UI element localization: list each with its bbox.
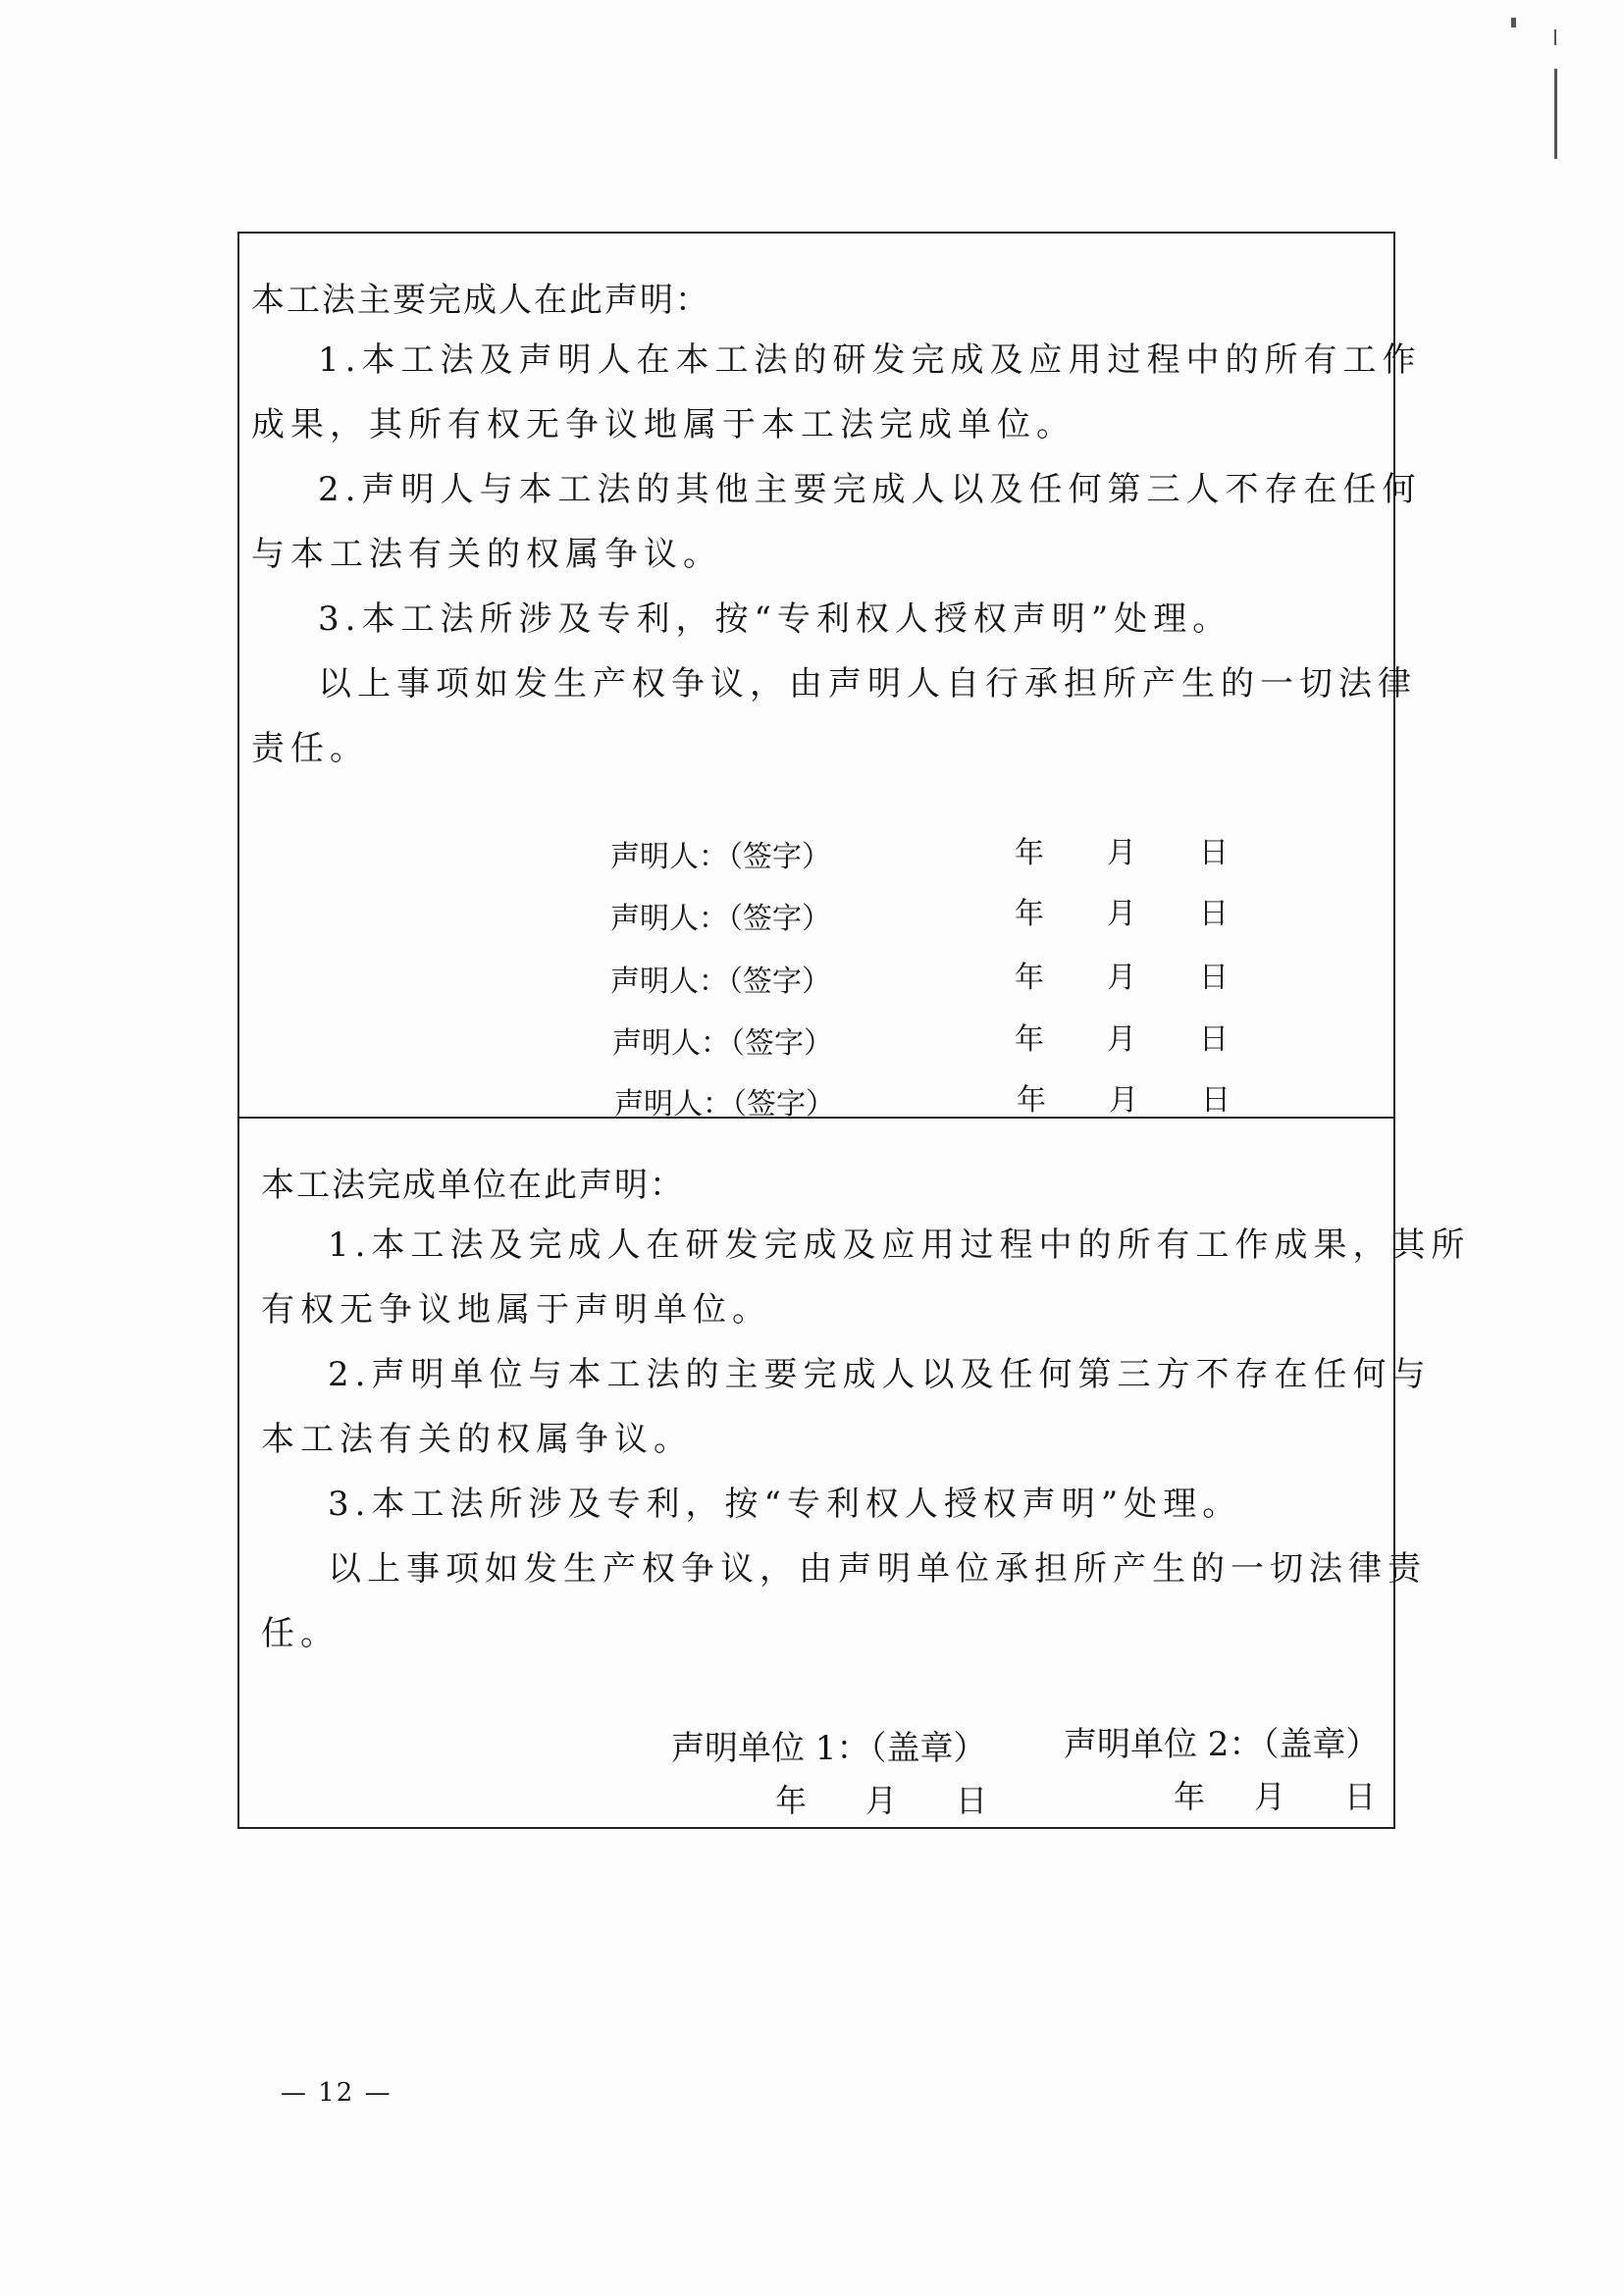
clause-line: 成果，其所有权无争议地属于本工法完成单位。: [251, 405, 1075, 444]
unit-declaration-section: [239, 1119, 1471, 1827]
signature-label[interactable]: 声明人：（签字）: [610, 840, 831, 874]
clause-line: 本工法有关的权属争议。: [261, 1420, 693, 1459]
stamp-date-unit-2: [1174, 1772, 1376, 1817]
clause-line: 以上事项如发生产权争议，由声明单位承担所产生的一切法律责: [328, 1549, 1427, 1589]
signature-label[interactable]: 声明人：（签字）: [612, 1026, 833, 1061]
date-day: 日: [1199, 836, 1229, 870]
date-day: 日: [1344, 1778, 1377, 1815]
date-month: 月: [1109, 1083, 1138, 1118]
clause-line: 2.声明单位与本工法的主要完成人以及任何第三方不存在任何与: [328, 1355, 1432, 1394]
date-year: 年: [1015, 836, 1044, 870]
date-month: 月: [1107, 897, 1136, 931]
scan-mark: [1554, 29, 1556, 45]
date-year: 年: [1015, 897, 1044, 931]
signature-date: [1015, 953, 1229, 996]
stamp-label-unit-1[interactable]: 声明单位 1：（盖章）: [671, 1729, 987, 1768]
clause-2: [251, 457, 1421, 587]
clause-line: 3.本工法所涉及专利，按“专利权人授权声明”处理。: [318, 600, 1232, 639]
section-heading: 本工法主要完成人在此声明：: [251, 281, 710, 320]
signature-date: [1015, 889, 1229, 932]
clause-line: 与本工法有关的权属争议。: [251, 535, 722, 574]
clause-2: [261, 1342, 1431, 1472]
declaration-form: [237, 232, 1471, 1829]
clause-line: 任。: [261, 1614, 340, 1653]
scan-mark: [1511, 18, 1516, 27]
page-number: — 12 —: [281, 2078, 393, 2108]
clause-1: [251, 328, 1421, 457]
date-month: 月: [1107, 1022, 1136, 1057]
signature-label[interactable]: 声明人：（签字）: [610, 965, 831, 999]
clause-3: [251, 587, 1231, 652]
date-month: 月: [1107, 961, 1136, 995]
clause-line: 3.本工法所涉及专利，按“专利权人授权声明”处理。: [328, 1485, 1242, 1524]
clause-liability: [251, 652, 1417, 781]
date-month: 月: [1107, 836, 1136, 870]
clause-line: 1.本工法及声明人在本工法的研发完成及应用过程中的所有工作: [318, 340, 1422, 380]
clause-1: [261, 1213, 1470, 1342]
completer-declaration-section: [239, 234, 1422, 1122]
date-month: 月: [1254, 1778, 1286, 1815]
date-year: 年: [1017, 1083, 1046, 1118]
date-year: 年: [1174, 1778, 1206, 1815]
date-day: 日: [1199, 1022, 1229, 1057]
date-year: 年: [1015, 961, 1044, 995]
clause-3: [261, 1472, 1241, 1537]
clause-line: 有权无争议地属于声明单位。: [261, 1290, 771, 1330]
date-day: 日: [1199, 897, 1229, 931]
signature-date: [1015, 1015, 1229, 1058]
signature-date: [1017, 1075, 1230, 1119]
signature-label[interactable]: 声明人：（签字）: [614, 1087, 835, 1122]
signature-date: [1015, 828, 1229, 871]
date-day: 日: [1199, 961, 1229, 995]
clause-liability: [261, 1537, 1427, 1666]
clause-line: 2.声明人与本工法的其他主要完成人以及任何第三人不存在任何: [318, 470, 1422, 509]
date-day: 日: [1201, 1083, 1230, 1118]
stamp-date-unit-1: [775, 1776, 987, 1821]
section-heading: 本工法完成单位在此声明：: [261, 1166, 685, 1205]
stamp-label-unit-2[interactable]: 声明单位 2：（盖章）: [1064, 1725, 1380, 1764]
clause-line: 1.本工法及完成人在研发完成及应用过程中的所有工作成果，其所: [328, 1226, 1471, 1265]
date-year: 年: [1015, 1022, 1044, 1057]
signature-label[interactable]: 声明人：（签字）: [610, 902, 831, 936]
clause-line: 以上事项如发生产权争议，由声明人自行承担所产生的一切法律: [318, 664, 1417, 704]
date-year: 年: [775, 1782, 808, 1819]
date-day: 日: [956, 1782, 988, 1819]
date-month: 月: [865, 1782, 898, 1819]
scan-mark: [1554, 69, 1557, 159]
clause-line: 责任。: [251, 729, 369, 768]
